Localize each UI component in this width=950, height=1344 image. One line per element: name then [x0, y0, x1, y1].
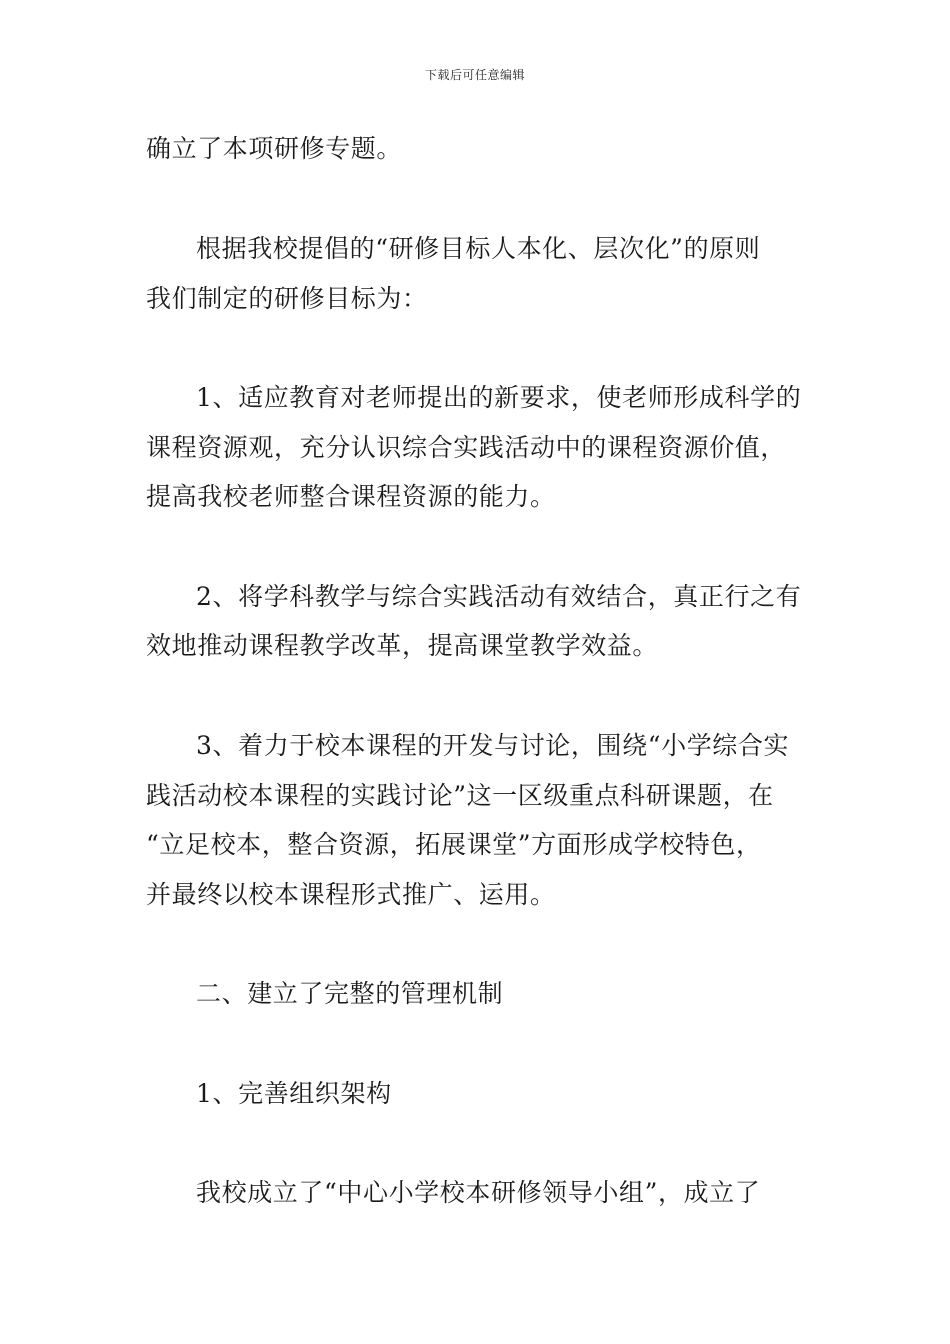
text-line: 践活动校本课程的实践讨论”这一区级重点科研课题，在: [146, 781, 774, 810]
paragraph-first-line: 3、着力于校本课程的开发与讨论，围绕“小学综合实: [196, 731, 790, 760]
subsection-heading: 1、完善组织架构: [196, 1079, 392, 1108]
section-heading: 二、建立了完整的管理机制: [196, 979, 504, 1008]
text-line: 课程资源观，充分认识综合实践活动中的课程资源价值，: [146, 433, 787, 462]
text-line: 确立了本项研修专题。: [146, 134, 403, 163]
text-line: “立足校本，整合资源，拓展课堂”方面形成学校特色，: [146, 830, 762, 859]
paragraph-first-line: 2、将学科教学与综合实践活动有效结合，真正行之有: [196, 582, 802, 611]
text-line: 提高我校老师整合课程资源的能力。: [146, 482, 556, 511]
paragraph-first-line: 根据我校提倡的“研修目标人本化、层次化”的原则: [196, 234, 761, 263]
paragraph-first-line: 我校成立了“中心小学校本研修领导小组”，成立了: [196, 1178, 761, 1207]
text-line: 我们制定的研修目标为：: [146, 284, 428, 313]
paragraph-first-line: 1、适应教育对老师提出的新要求，使老师形成科学的: [196, 383, 802, 412]
page-header: 下载后可任意编辑: [424, 68, 525, 82]
text-line: 效地推动课程教学改革，提高课堂教学效益。: [146, 631, 659, 660]
text-line: 并最终以校本课程形式推广、运用。: [146, 880, 556, 909]
